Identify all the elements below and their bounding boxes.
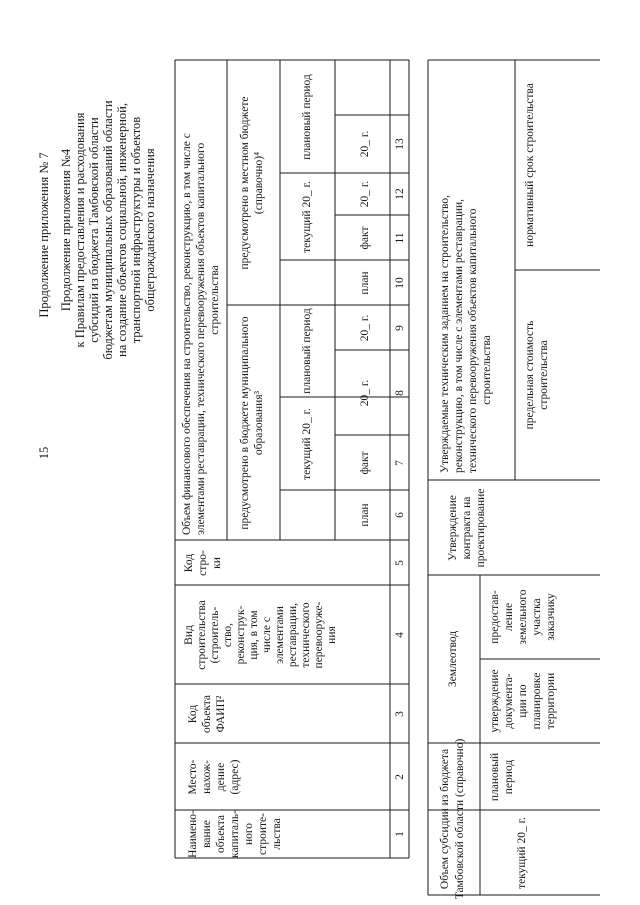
col-row-code-header xyxy=(183,550,223,576)
regulation-reference xyxy=(59,100,157,359)
header-line: проектирование xyxy=(475,488,487,568)
header-line: ФАИП² xyxy=(215,695,227,733)
normative-term-header: нормативный срок строительства xyxy=(524,83,536,247)
year-cell: 20_ г. xyxy=(359,314,371,342)
header-line: контракта на xyxy=(461,496,473,560)
col-faip-code-header xyxy=(187,695,227,733)
year-cell: 20_ г. xyxy=(359,379,371,407)
current-year-header: текущий 20_ г. xyxy=(516,817,528,889)
column-number: 12 xyxy=(394,188,406,200)
header-line: планировке xyxy=(531,672,543,730)
header-line: ки xyxy=(211,557,223,569)
header-line: перевооруже- xyxy=(313,601,325,669)
current-year-header: текущий 20_ г. xyxy=(301,408,313,480)
fact-cell: факт xyxy=(359,451,371,475)
header-line: нахож- xyxy=(201,760,213,794)
current-year-header: текущий 20_ г. xyxy=(301,181,313,253)
header-line: элементами реставрации, технического перевооружения объектов капитального xyxy=(195,142,207,535)
header-line: Вид xyxy=(183,625,195,645)
land-allocation-header: Землеотвод xyxy=(447,630,459,688)
header-line: предельная стоимость xyxy=(524,320,536,430)
fact-cell: факт xyxy=(359,226,371,250)
column-numbers-row xyxy=(394,138,406,837)
column-number: 6 xyxy=(394,512,406,518)
header-line: Тамбовской области (справочно) xyxy=(454,738,466,900)
header-line: ление xyxy=(503,602,515,632)
header-line: числе с xyxy=(261,617,273,653)
header-line: вание xyxy=(201,820,213,848)
header-line: Наимено- xyxy=(187,810,199,858)
planned-period-header: плановый период xyxy=(301,308,313,394)
header-line: Утверждаемые техническим заданием на строительство, xyxy=(439,194,451,473)
header-line: (справочно)⁴ xyxy=(253,151,265,215)
header-line: льства xyxy=(271,818,283,850)
header-line: реконструкцию, в том числе с элементами реставрации, xyxy=(453,198,465,473)
header-line: ция, в том xyxy=(248,610,260,660)
regulation-line: транспортной инфраструктуры и объектов xyxy=(129,116,143,344)
col-location-header xyxy=(187,759,241,794)
header-line: дение xyxy=(215,762,227,792)
land-plot-provision xyxy=(489,589,557,644)
header-line: строительства xyxy=(209,265,221,335)
header-line: Утверждение xyxy=(447,495,459,561)
header-line: строите- xyxy=(257,813,269,855)
header-line: земельного xyxy=(517,589,529,645)
regulation-line: Продолжение приложения №4 xyxy=(59,148,73,312)
subsidy-table xyxy=(428,60,600,899)
funding-table xyxy=(175,60,409,858)
planned-period-header: плановый период xyxy=(301,74,313,160)
column-number: 10 xyxy=(394,277,406,289)
contract-approval-header xyxy=(447,489,487,568)
header-line: строительства xyxy=(538,340,550,410)
header-line: технического перевооружения объектов капитального xyxy=(467,208,479,473)
plan-cell: план xyxy=(359,271,371,295)
header-line: технического xyxy=(300,602,312,668)
column-number: 4 xyxy=(394,632,406,638)
header-line: территории xyxy=(545,672,557,730)
header-line: строительства xyxy=(196,600,208,670)
funding-table-grid xyxy=(175,60,409,858)
subsidy-volume-header xyxy=(439,739,466,900)
header-line: объекта xyxy=(201,694,213,734)
column-number: 5 xyxy=(394,560,406,566)
header-line: строительства xyxy=(481,335,493,405)
max-cost-header xyxy=(524,321,550,430)
column-number: 9 xyxy=(394,325,406,331)
regulation-line: на создание объектов социальной, инженерной, xyxy=(115,103,129,357)
funding-volume-header xyxy=(181,133,221,535)
header-line: (адрес) xyxy=(229,759,241,795)
column-number: 11 xyxy=(394,232,406,244)
header-line: ции по xyxy=(517,684,529,718)
continuation-title: Продолжение приложения № 7 xyxy=(37,152,51,318)
header-line: ство, xyxy=(222,622,234,648)
column-number: 3 xyxy=(394,711,406,717)
column-number: 1 xyxy=(394,831,406,837)
header-line: период xyxy=(503,759,515,795)
column-number: 7 xyxy=(394,460,406,466)
column-number: 13 xyxy=(394,138,406,150)
header-line: Код xyxy=(183,553,195,573)
local-budget-header xyxy=(239,97,265,270)
year-cell: 20_ г. xyxy=(359,130,371,158)
header-line: реконструк- xyxy=(235,605,247,665)
header-line: Место- xyxy=(187,759,199,795)
header-line: участка xyxy=(531,598,543,636)
municipal-budget-header xyxy=(239,316,265,529)
header-line: Код xyxy=(187,704,199,724)
header-line: документа- xyxy=(503,673,515,729)
technical-task-header xyxy=(439,195,493,473)
header-line: (строитель- xyxy=(209,606,221,664)
regulation-line: бюджетам муниципальных образований области xyxy=(101,100,115,360)
header-line: капиталь- xyxy=(229,810,241,858)
year-cell: 20_ г. xyxy=(359,180,371,208)
regulation-line: к Правилам предоставления и расходования xyxy=(73,112,87,348)
header-line: Объем финансового обеспечения на строительство, реконструкцию, в том числе с xyxy=(181,133,193,535)
header-line: утверждение xyxy=(489,669,501,733)
regulation-line: общегражданского назначения xyxy=(143,148,157,312)
header-line: предусмотрено в местном бюджете xyxy=(239,96,251,270)
header-line: реставрации, xyxy=(287,602,299,668)
header-line: заказчику xyxy=(545,593,557,641)
header-line: объекта xyxy=(215,814,227,854)
planning-documentation-approval xyxy=(489,669,557,732)
header-line: предусмотрено в бюджете муниципального xyxy=(239,316,251,530)
column-number: 8 xyxy=(394,390,406,396)
header-line: стро- xyxy=(197,550,209,576)
col-construction-type-header xyxy=(183,600,338,670)
header-line: образования³ xyxy=(253,390,265,456)
col-object-name-header xyxy=(187,810,283,858)
page-number: 15 xyxy=(37,446,51,460)
header-line: Объем субсидии из бюджета xyxy=(439,748,451,890)
regulation-line: субсидий из бюджета Тамбовской области xyxy=(87,117,101,343)
header-line: плановый xyxy=(489,752,501,802)
header-line: ного xyxy=(243,822,255,846)
header-line: предостав- xyxy=(489,590,501,644)
header-line: элементами xyxy=(274,606,286,664)
plan-cell: план xyxy=(359,503,371,527)
column-number: 2 xyxy=(394,774,406,780)
header-line: ния xyxy=(326,626,338,644)
planned-period-header xyxy=(489,753,515,801)
